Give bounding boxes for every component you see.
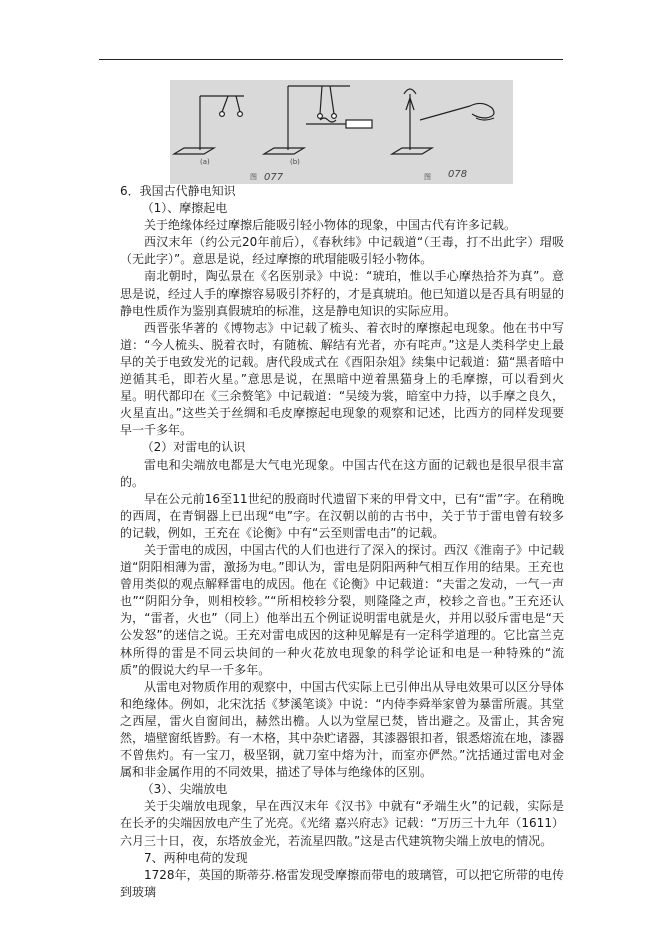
section-subheading: （2）对雷电的认识 [141,440,246,455]
section-subheading: （1）、摩擦起电 [141,201,228,216]
paragraph: 早在公元前16至11世纪的殷商时代遗留下来的甲骨文中，已有“雷”字。在稍晚的西周，在青铜器上已出现“电”字。在汉朝以前的古书中，关于节于雷电曾有较多的记载，例如，王充在《论衡》中有“云至则雷电击”的记载。 [120,491,564,540]
apparatus-figure [170,80,513,184]
handwritten-number-right: 078 [448,169,468,180]
stand-c [392,89,494,154]
section-subheading: （3）、尖端放电 [141,782,228,797]
figure-label-b: (b) [290,158,300,166]
header-rule [99,59,563,60]
paragraph: 雷电和尖端放电都是大气电光现象。中国古代在这方面的记载也是很早很丰富的。 [120,457,564,489]
paragraph: 关于尖端放电现象，早在西汉末年《汉书》中就有“矛端生火”的记载，实际是在长矛的尖端因放电产生了光亮。《光绪 嘉兴府志》记载：“万历三十九年（1611）六月三十日，夜，东塔放金光，若流星四散。”这是古代建筑物尖端上放电的情况。 [120,799,564,848]
figure-caption-left: 图 [250,173,257,181]
handwritten-number-left: 077 [264,172,284,183]
stand-a [174,96,244,154]
paragraph: 从雷电对物质作用的观察中，中国古代实际上已引伸出从导电效果可以区分导体和绝缘体。例如，北宋沈括《梦溪笔谈》中说：“内侍李舜举家曾为暴雷所震。其堂之西屋，雷火自窗间出，赫然出檐。人以为堂屋已焚，皆出避之。及雷止，其舍宛然，墙壁窗纸皆黔。有一木格，其中杂贮诸器，其漆器银扣者，银悉熔流在地，漆器不曾焦灼。有一宝刀，极坚钢，就刀室中熔为汁，而室亦俨然。”沈括通过雷电对金属和非金属作用的不同效果，描述了导体与绝缘体的区别。 [120,679,565,780]
paragraph: 西汉末年（约公元20年前后），《春秋纬》中记载道“（王毒，打不出此字）瑁吸（无此字）”。意思是说，经过摩擦的玳瑁能吸引轻小物体。 [120,235,564,267]
figure-label-a: (a) [200,158,210,166]
stand-b [264,86,372,154]
paragraph: 关于绝缘体经过摩擦后能吸引轻小物体的现象，中国古代有许多记载。 [144,218,517,233]
apparatus-drawing [170,80,513,184]
section-heading: 6．我国古代静电知识 [120,184,236,198]
section-heading: 7、两种电荷的发现 [144,850,248,865]
paragraph: 1728年，英国的斯蒂芬.格雷发现受摩擦而带电的玻璃管，可以把它所带的电传到玻璃 [120,867,564,899]
paragraph: 南北朝时，陶弘景在《名医别录》中说：“琥珀，惟以手心摩热拾芥为真”。意思是说，经过人手的摩擦容易吸引芥籽的，才是真琥珀。他已知道以是否具有明显的静电性质作为鉴别真假琥珀的标准，这是静电知识的实际应用。 [120,269,565,318]
paragraph: 西晋张华著的《博物志》中记载了梳头、着衣时的摩擦起电现象。他在书中写道：“今人梳头、脱着衣时，有随梳、解结有光者，亦有咤声。”这是人类科学史上最早的关于电致发光的记载。唐代段成式在《酉阳杂俎》续集中记载道：猫“黑者暗中逆循其毛，即若火星。”意思是说，在黑暗中逆着黑猫身上的毛摩擦，可以看到火星。明代都印在《三余赘笔》中记载道：“吴绫为裳，暗室中力持，以手摩之良久，火星直出。”这些关于丝绸和毛皮摩擦起电现象的观察和记述，比西方的同样发现要早一千多年。 [120,320,564,438]
document-body [120,183,564,901]
paragraph: 关于雷电的成因，中国古代的人们也进行了深入的探讨。西汉《淮南子》中记载道“阴阳相薄为雷，激扬为电。”即认为，雷电是阴阳两种气相互作用的结果。王充也曾用类似的观点解释雷电的成因。他在《论衡》中记载道：“夫雷之发动，一气一声也”“阴阳分争，则相校轸。”“所相校轸分裂，则隆隆之声，校轸之音也。”王充还认为，“雷者，火也”（同上）他举出五个例证说明雷电就是火，并用以驳斥雷电是“天公发怒”的迷信之说。王充对雷电成因的这种见解是有一定科学道理的。它比富兰克林所得的雷是不同云块间的一种火花放电现象的科学论证和电是一种特殊的“流质”的假说大约早一千多年。 [120,542,565,677]
figure-caption-right: 图 [424,173,431,181]
